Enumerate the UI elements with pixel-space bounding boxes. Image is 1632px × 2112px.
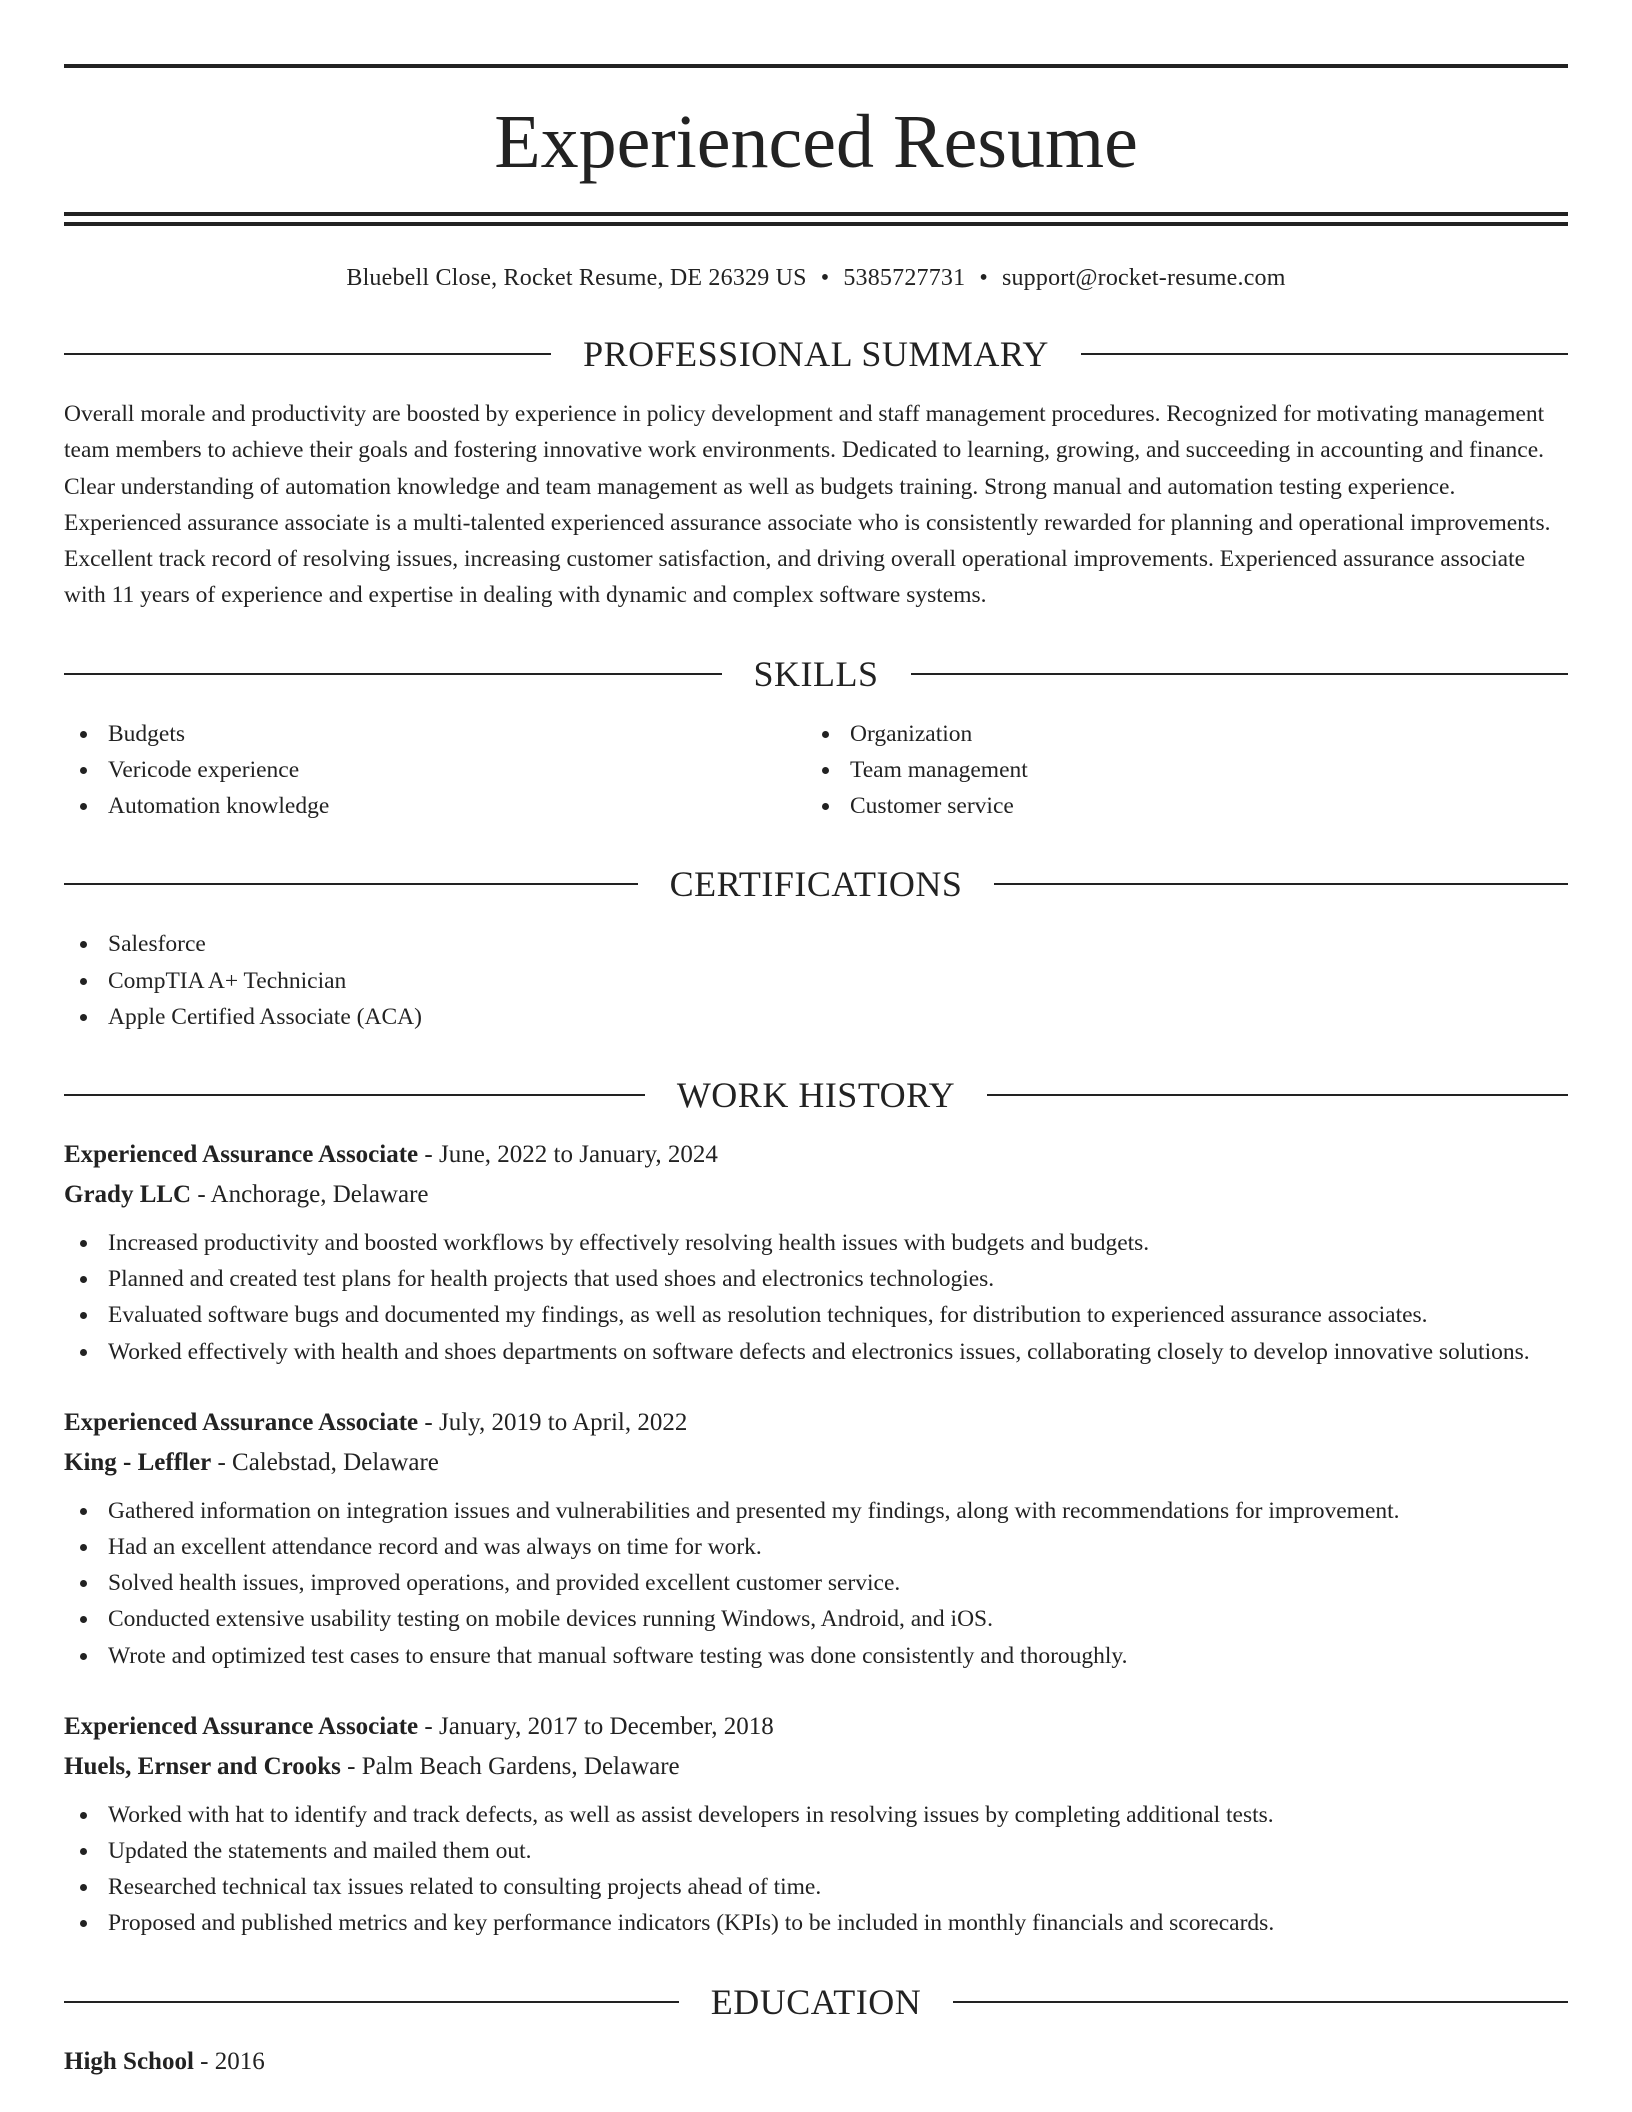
- job-bullet: Planned and created test plans for health projects that used shoes and electronics technologies.: [64, 1261, 1568, 1297]
- job-company-line: [64, 1747, 1568, 1787]
- contact-phone: 5385727731: [843, 265, 966, 291]
- job-company: King - Leffler: [64, 1448, 212, 1476]
- section-heading-summary: [64, 334, 1568, 374]
- section-rule: [1081, 353, 1568, 355]
- education-entry: [64, 2042, 1568, 2082]
- job-dates: - July, 2019 to April, 2022: [418, 1408, 688, 1436]
- job-bullet: Had an excellent attendance record and was always on time for work.: [64, 1529, 1568, 1565]
- skills-list: [64, 716, 1568, 825]
- job-company-line: [64, 1443, 1568, 1483]
- section-title: CERTIFICATIONS: [669, 864, 963, 905]
- section-title: EDUCATION: [710, 1981, 922, 2022]
- job-dates: - June, 2022 to January, 2024: [418, 1141, 718, 1168]
- resume-page: [64, 64, 1568, 2082]
- section-rule: [911, 673, 1569, 675]
- certifications-list: [64, 926, 1568, 1035]
- resume-title: Experienced Resume: [494, 100, 1138, 184]
- certification-item: Salesforce: [64, 926, 1568, 962]
- title-rule-lower: [64, 222, 1568, 226]
- section-heading-work-history: [64, 1075, 1568, 1115]
- job-bullet: Solved health issues, improved operations, and provided excellent customer service.: [64, 1565, 1568, 1601]
- section-rule: [64, 353, 551, 355]
- certification-item: Apple Certified Associate (ACA): [64, 999, 1568, 1035]
- job-entry: [64, 1135, 1568, 1370]
- job-title-line: [64, 1135, 1568, 1175]
- job-dates: - January, 2017 to December, 2018: [418, 1712, 774, 1740]
- job-location: - Palm Beach Gardens, Delaware: [340, 1752, 680, 1780]
- job-company-line: [64, 1175, 1568, 1215]
- job-entry: [64, 1707, 1568, 1942]
- skill-item: Budgets: [64, 716, 806, 752]
- contact-separator: •: [979, 265, 988, 291]
- contact-separator: •: [820, 265, 830, 291]
- section-rule: [994, 883, 1568, 885]
- job-location: - Anchorage, Delaware: [191, 1181, 429, 1208]
- job-bullet: Updated the statements and mailed them out.: [64, 1833, 1568, 1869]
- skills-column-right: [806, 716, 1548, 825]
- job-bullets: [64, 1225, 1568, 1370]
- contact-line: [64, 262, 1568, 294]
- job-bullet: Researched technical tax issues related to consulting projects ahead of time.: [64, 1869, 1568, 1905]
- job-title-line: [64, 1707, 1568, 1747]
- section-heading-education: [64, 1982, 1568, 2022]
- skills-column-left: [64, 716, 806, 825]
- section-title: WORK HISTORY: [676, 1075, 956, 1115]
- job-bullet: Worked with hat to identify and track defects, as well as assist developers in resolving issues by completing additional tests.: [64, 1797, 1568, 1833]
- certification-item: CompTIA A+ Technician: [64, 963, 1568, 999]
- section-heading-certifications: [64, 864, 1568, 904]
- job-bullets: [64, 1797, 1568, 1942]
- section-rule: [953, 2001, 1568, 2003]
- skill-item: Vericode experience: [64, 752, 806, 788]
- education-degree: High School: [64, 2047, 194, 2075]
- contact-address: Bluebell Close, Rocket Resume, DE 26329 US: [346, 265, 807, 291]
- job-bullet: Evaluated software bugs and documented my findings, as well as resolution techniques, for distribution to experienced assurance associates.: [64, 1297, 1568, 1333]
- job-bullet: Gathered information on integration issues and vulnerabilities and presented my findings, along with recommendations for improvement.: [64, 1493, 1568, 1529]
- section-rule: [64, 2001, 679, 2003]
- job-title-line: [64, 1403, 1568, 1443]
- job-bullet: Worked effectively with health and shoes departments on software defects and electronics issues, collaborating closely to develop innovative solutions.: [64, 1334, 1568, 1370]
- job-bullet: Proposed and published metrics and key performance indicators (KPIs) to be included in monthly financials and scorecards.: [64, 1905, 1568, 1941]
- section-rule: [987, 1094, 1568, 1096]
- section-rule: [64, 673, 722, 675]
- job-company: Huels, Ernser and Crooks: [64, 1752, 341, 1780]
- section-rule: [64, 1094, 645, 1096]
- job-entry: [64, 1403, 1568, 1674]
- job-bullets: [64, 1493, 1568, 1674]
- job-bullet: Conducted extensive usability testing on mobile devices running Windows, Android, and iOS.: [64, 1601, 1568, 1637]
- title-rule-upper: [64, 212, 1568, 216]
- job-bullet: Wrote and optimized test cases to ensure that manual software testing was done consistently and thoroughly.: [64, 1638, 1568, 1674]
- job-title: Experienced Assurance Associate: [64, 1141, 419, 1168]
- skill-item: Automation knowledge: [64, 788, 806, 824]
- section-rule: [64, 883, 638, 885]
- section-title: PROFESSIONAL SUMMARY: [583, 334, 1049, 374]
- job-title: Experienced Assurance Associate: [64, 1408, 419, 1436]
- job-company: Grady LLC: [64, 1181, 192, 1208]
- section-title: SKILLS: [753, 653, 879, 694]
- top-rule: [64, 64, 1568, 68]
- skill-item: Organization: [806, 716, 1548, 752]
- skill-item: Customer service: [806, 788, 1548, 824]
- skill-item: Team management: [806, 752, 1548, 788]
- job-location: - Calebstad, Delaware: [211, 1448, 439, 1476]
- contact-email: support@rocket-resume.com: [1001, 265, 1286, 291]
- job-bullet: Increased productivity and boosted workflows by effectively resolving health issues with budgets and budgets.: [64, 1225, 1568, 1261]
- section-heading-skills: [64, 654, 1568, 694]
- education-year: - 2016: [193, 2047, 265, 2075]
- summary-text: Overall morale and productivity are boosted by experience in policy development and staff management procedures. Recognized for motivating management team members to achieve their goals and fostering innovative work environments. Dedicated to learning, growing, and succeeding in accounting and finance. Clear understanding of automation knowledge and team management as well as budgets training. Strong manual and automation testing experience. Experienced assurance associate is a multi-talented experienced assurance associate who is consistently rewarded for planning and operational improvements. Excellent track record of resolving issues, increasing customer satisfaction, and driving overall operational improvements. Experienced assurance associate with 11 years of experience and expertise in dealing with dynamic and complex software systems.: [64, 401, 1551, 609]
- job-title: Experienced Assurance Associate: [64, 1712, 419, 1740]
